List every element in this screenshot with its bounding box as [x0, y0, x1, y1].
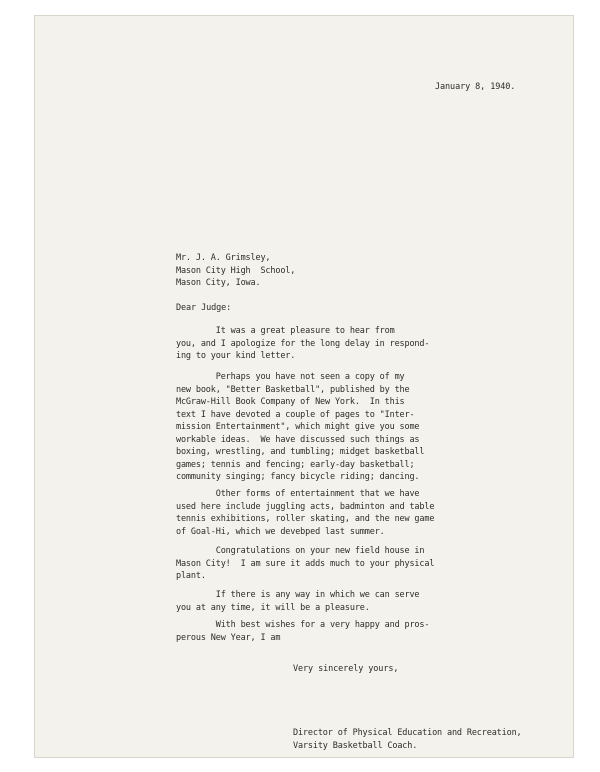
signature-title [293, 727, 522, 752]
paragraph-line: Perhaps you have not seen a copy of my [176, 372, 405, 382]
paragraph-5 [176, 589, 419, 614]
paragraph-line: workable ideas. We have discussed such things as [176, 434, 420, 445]
paragraph-line: community singing; fancy bicycle riding; dancing. [176, 472, 420, 482]
paragraph-line: McGraw-Hill Book Company of New York. In this [176, 397, 405, 407]
paragraph-line: ing to your kind letter. [176, 351, 296, 361]
paragraph-line: tennis exhibitions, roller skating, and the new game [176, 514, 435, 524]
paragraph-2 [176, 371, 424, 484]
paragraph-line: It was a great pleasure to hear from [176, 326, 395, 336]
letter-date: January 8, 1940. [435, 82, 516, 92]
paragraph-line: of Goal-Hi, which we devebped last summer. [176, 526, 385, 537]
paragraph-line: you at any time, it will be a pleasure. [176, 602, 370, 613]
paragraph-line: With best wishes for a very happy and pros- [176, 620, 430, 630]
paragraph-line: Congratulations on your new field house in [176, 546, 425, 556]
paragraph-4 [176, 545, 434, 583]
paragraph-line: Mason City! I am sure it adds much to your physical [176, 558, 435, 569]
recipient-line: Mason City, Iowa. [176, 278, 261, 288]
paragraph-6 [176, 619, 429, 644]
recipient-line: Mr. J. A. Grimsley, [176, 253, 271, 263]
paragraph-line: plant. [176, 571, 206, 581]
recipient-line: Mason City High School, [176, 265, 296, 276]
paragraph-line: used here include juggling acts, badminton and table [176, 501, 435, 512]
paragraph-line: Other forms of entertainment that we have [176, 489, 420, 499]
salutation: Dear Judge: [176, 303, 232, 313]
paragraph-line: you, and I apologize for the long delay in respond- [176, 338, 430, 349]
paragraph-line: boxing, wrestling, and tumbling; midget basketball [176, 447, 425, 457]
paragraph-1 [176, 325, 429, 363]
recipient-address [176, 252, 295, 290]
paragraph-line: If there is any way in which we can serve [176, 590, 420, 600]
paragraph-line: mission Entertainment", which might give you some [176, 422, 420, 432]
signature-line: Director of Physical Education and Recreation, [293, 728, 522, 738]
paragraph-line: perous New Year, I am [176, 632, 281, 643]
paragraph-3 [176, 488, 434, 538]
signature-line: Varsity Basketball Coach. [293, 740, 418, 751]
paragraph-line: text I have devoted a couple of pages to "Inter- [176, 409, 415, 420]
paragraph-line: new book, "Better Basketball", published by the [176, 384, 410, 395]
letter-page [34, 15, 574, 758]
closing: Very sincerely yours, [293, 664, 399, 674]
paragraph-line: games; tennis and fencing; early-day basketball; [176, 459, 415, 470]
